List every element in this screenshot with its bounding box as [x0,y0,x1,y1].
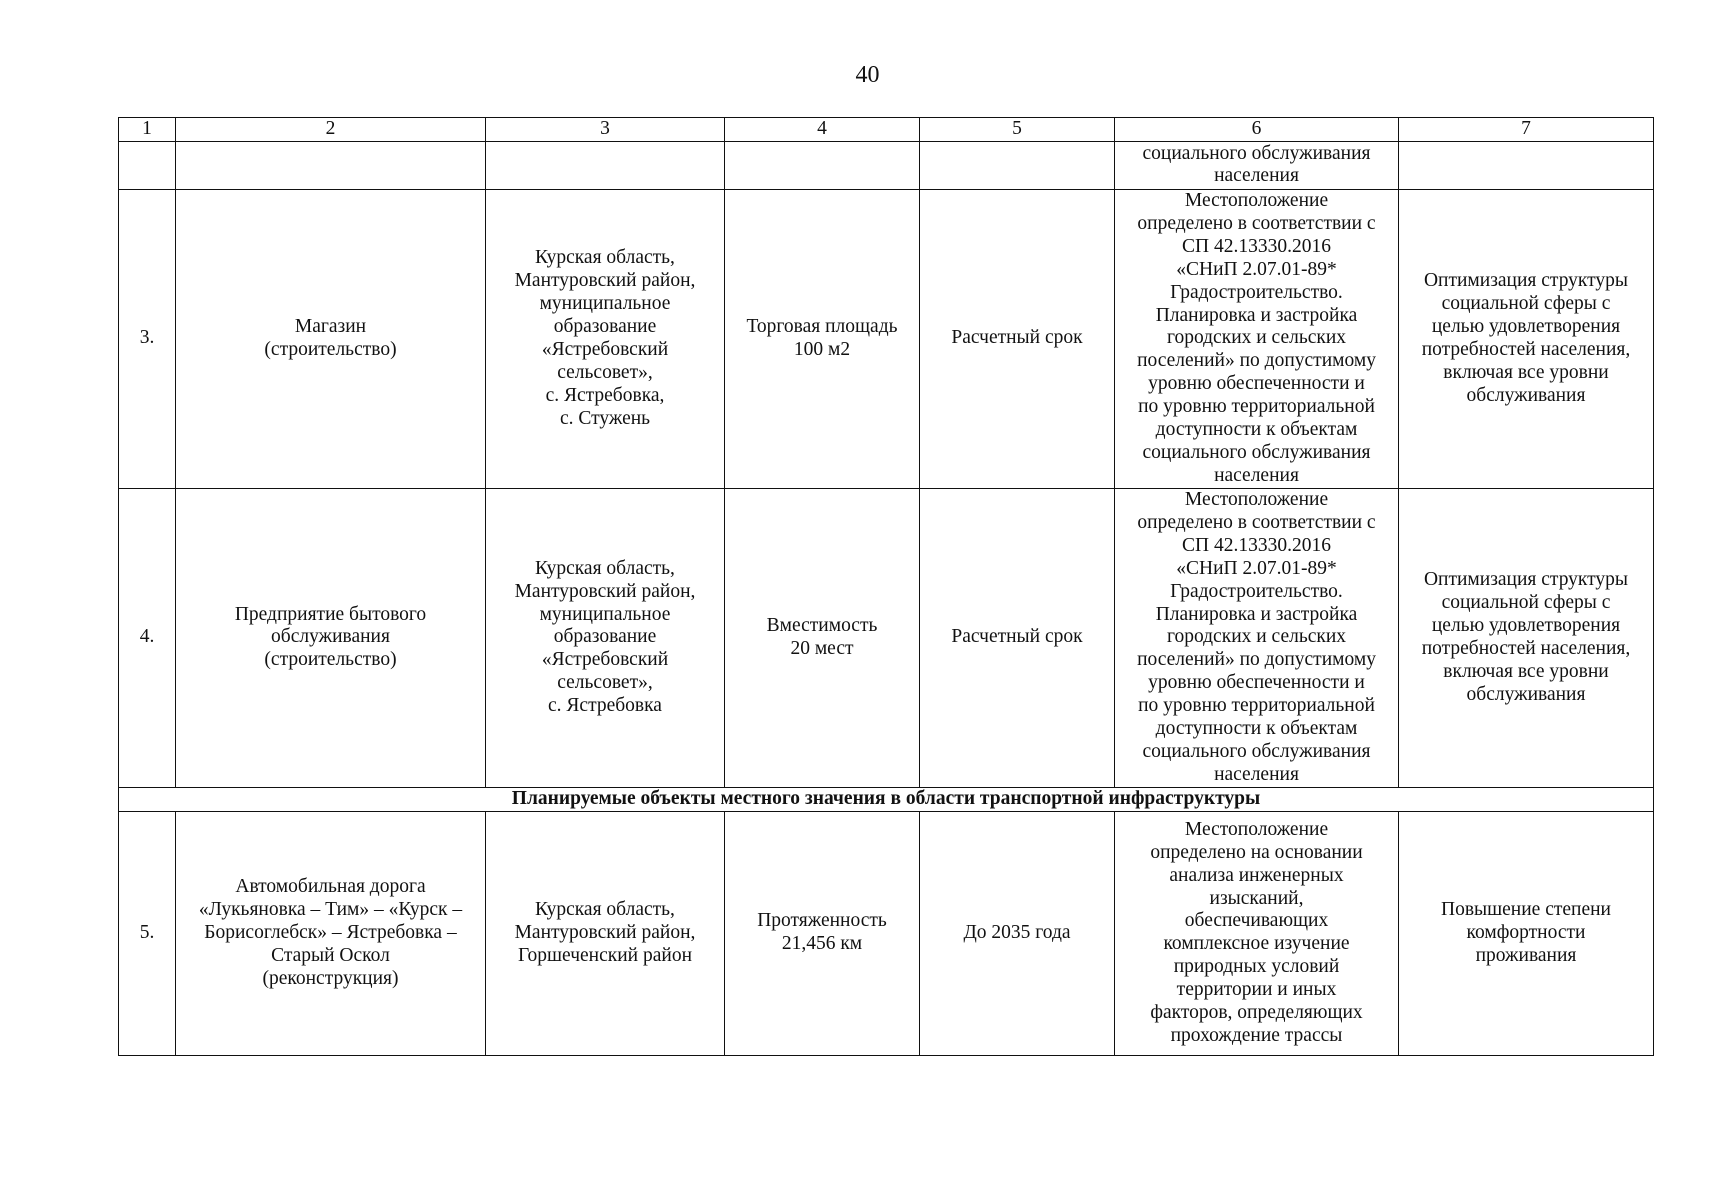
cell-text-line: определено в соответствии с [1137,212,1376,234]
cell-text-line: (реконструкция) [262,967,399,989]
cell-text-line: Горшеченский район [517,944,693,966]
capacity-cell [725,488,920,787]
cell-text-line: обслуживания [1466,683,1586,705]
cell-text-line: Планировка и застройка [1155,603,1358,625]
row-number-cell: 3. [119,189,176,488]
cell-text-line: СП 42.13330.2016 [1182,235,1331,257]
justification-cell [1115,189,1399,488]
cell-text-line: Оптимизация структуры [1423,270,1629,292]
cell-text-line: по уровню территориальной [1138,695,1375,717]
cell-text-line: муниципальное [539,293,671,315]
section-heading-row [119,787,1654,811]
purpose-cell [1399,189,1654,488]
purpose-cell [1399,488,1654,787]
row-number-cell: 4. [119,488,176,787]
cell-text-line: Мантуровский район, [514,270,696,292]
cell-text-line: 20 мест [790,637,854,659]
cell-text-line: социальной сферы с [1441,293,1611,315]
cell-text-line: (строительство) [264,649,397,671]
row-number-cell: 5. [119,811,176,1055]
cell-text-line: изысканий, [1209,887,1304,909]
cell-text-line: «Лукьяновка – Тим» – «Курск – [198,898,463,920]
cell-text-line: образование [553,316,657,337]
cell-text-line: населения [1214,464,1299,486]
cell-text-line: сельсовет», [557,361,653,383]
cell-text-line: определено на основании [1150,841,1363,863]
cell-text-line: по уровню территориальной [1138,396,1375,418]
location-cell [486,189,725,488]
object-name-cell [176,189,486,488]
cell-text-line: поселений» по допустимому [1137,350,1376,372]
location-cell [486,488,725,787]
capacity-cell [725,189,920,488]
cell-text-line: Мантуровский район, [514,580,696,602]
cell-text-line: Курская область, [535,247,675,269]
object-name-cell [176,488,486,787]
location-cell [486,141,725,189]
cell-text-line: Расчетный срок [951,327,1083,349]
section-heading: Планируемые объекты местного значения в области транспортной инфраструктуры [119,787,1654,811]
cell-text-line: социальной сферы с [1441,592,1611,614]
cell-text-line: городских и сельских [1166,327,1347,349]
cell-text-line: прохождение трассы [1170,1024,1343,1046]
cell-text-line: Планировка и застройка [1155,304,1358,326]
justification-cell [1115,811,1399,1055]
term-cell [920,488,1115,787]
cell-text-line: обслуживания [271,626,390,648]
page-number: 40 [855,62,880,88]
term-cell [920,811,1115,1055]
cell-text-line: Автомобильная дорога [235,876,426,898]
cell-text-line: Местоположение [1184,818,1329,840]
cell-text-line: Местоположение [1184,190,1329,212]
cell-text-line: потребностей населения, [1421,338,1631,360]
cell-text-line: сельсовет», [557,672,653,694]
cell-text-line: комплексное изучение [1163,933,1350,955]
cell-text-line: включая все уровни [1443,361,1609,383]
location-cell [486,811,725,1055]
term-cell [920,141,1115,189]
cell-text-line: Градостроительство. [1170,580,1343,602]
purpose-cell [1399,141,1654,189]
column-number: 5 [920,118,1115,142]
cell-text-line: уровню обеспеченности и [1148,373,1365,395]
column-number: 7 [1399,118,1654,142]
table-row [119,811,1654,1055]
cell-text-line: социального обслуживания [1142,441,1371,463]
cell-text-line: СП 42.13330.2016 [1182,534,1331,556]
purpose-cell [1399,811,1654,1055]
cell-text-line: доступности к объектам [1155,718,1358,740]
cell-text-line: Старый Оскол [271,944,390,966]
cell-text-line: анализа инженерных [1169,864,1344,886]
object-name-cell [176,141,486,189]
cell-text-line: комфортности [1466,921,1586,943]
justification-cell [1115,141,1399,189]
cell-text-line: Расчетный срок [951,626,1083,648]
cell-text-line: «Ястребовский [541,338,669,360]
cell-text-line: факторов, определяющих [1150,1002,1363,1024]
cell-text-line: «Ястребовский [541,649,669,671]
cell-text-line: целью удовлетворения [1431,316,1621,337]
cell-text-line: Оптимизация структуры [1423,569,1629,591]
column-number: 4 [725,118,920,142]
cell-text-line: Курская область, [535,557,675,579]
cell-text-line: Мантуровский район, [514,921,696,943]
cell-text-line: определено в соответствии с [1137,511,1376,533]
cell-text-line: проживания [1475,944,1577,966]
cell-text-line: населения [1214,763,1299,785]
cell-text-line: обеспечивающих [1184,910,1329,932]
cell-text-line: До 2035 года [963,921,1071,943]
cell-text-line: муниципальное [539,603,671,625]
cell-text-line: «СНиП 2.07.01-89* [1176,258,1337,280]
cell-text-line: Местоположение [1184,489,1329,511]
cell-text-line: Повышение степени [1440,898,1611,920]
cell-text-line: Торговая площадь [746,316,898,337]
row-number-cell [119,141,176,189]
term-cell [920,189,1115,488]
cell-text-line: Протяженность [757,910,887,932]
cell-text-line: территории и иных [1176,979,1337,1001]
planned-objects-table [118,117,1654,1056]
cell-text-line: Вместимость [766,615,878,636]
table-row [119,141,1654,189]
capacity-cell [725,811,920,1055]
cell-text-line: городских и сельских [1166,626,1347,648]
cell-text-line: поселений» по допустимому [1137,649,1376,671]
cell-text-line: доступности к объектам [1155,419,1358,441]
column-number: 3 [486,118,725,142]
cell-text-line: образование [553,626,657,648]
cell-text-line: целью удовлетворения [1431,615,1621,636]
cell-text-line: с. Ястребовка [548,695,662,717]
cell-text-line: Борисоглебск» – Ястребовка – [204,921,457,943]
cell-text-line: 21,456 км [781,933,863,955]
justification-cell [1115,488,1399,787]
object-name-cell [176,811,486,1055]
cell-text-line: с. Стужень [559,407,651,429]
cell-text-line: потребностей населения, [1421,637,1631,659]
cell-text-line: Градостроительство. [1170,281,1343,303]
cell-text-line: с. Ястребовка, [545,384,665,406]
column-number-row [119,118,1654,142]
cell-text-line: Предприятие бытового [234,603,427,625]
cell-text-line: Магазин [294,316,367,337]
cell-text-line: обслуживания [1466,384,1586,406]
table-row [119,488,1654,787]
cell-text-line: Курская область, [535,898,675,920]
column-number: 2 [176,118,486,142]
cell-text-line: социального обслуживания [1142,142,1371,164]
cell-text-line: включая все уровни [1443,660,1609,682]
cell-text-line: уровню обеспеченности и [1148,672,1365,694]
column-number: 1 [119,118,176,142]
cell-text-line: населения [1214,165,1299,187]
column-number: 6 [1115,118,1399,142]
capacity-cell [725,141,920,189]
cell-text-line: (строительство) [264,338,397,360]
cell-text-line: 100 м2 [793,338,851,360]
cell-text-line: природных условий [1173,956,1340,978]
table-row [119,189,1654,488]
cell-text-line: «СНиП 2.07.01-89* [1176,557,1337,579]
cell-text-line: социального обслуживания [1142,740,1371,762]
